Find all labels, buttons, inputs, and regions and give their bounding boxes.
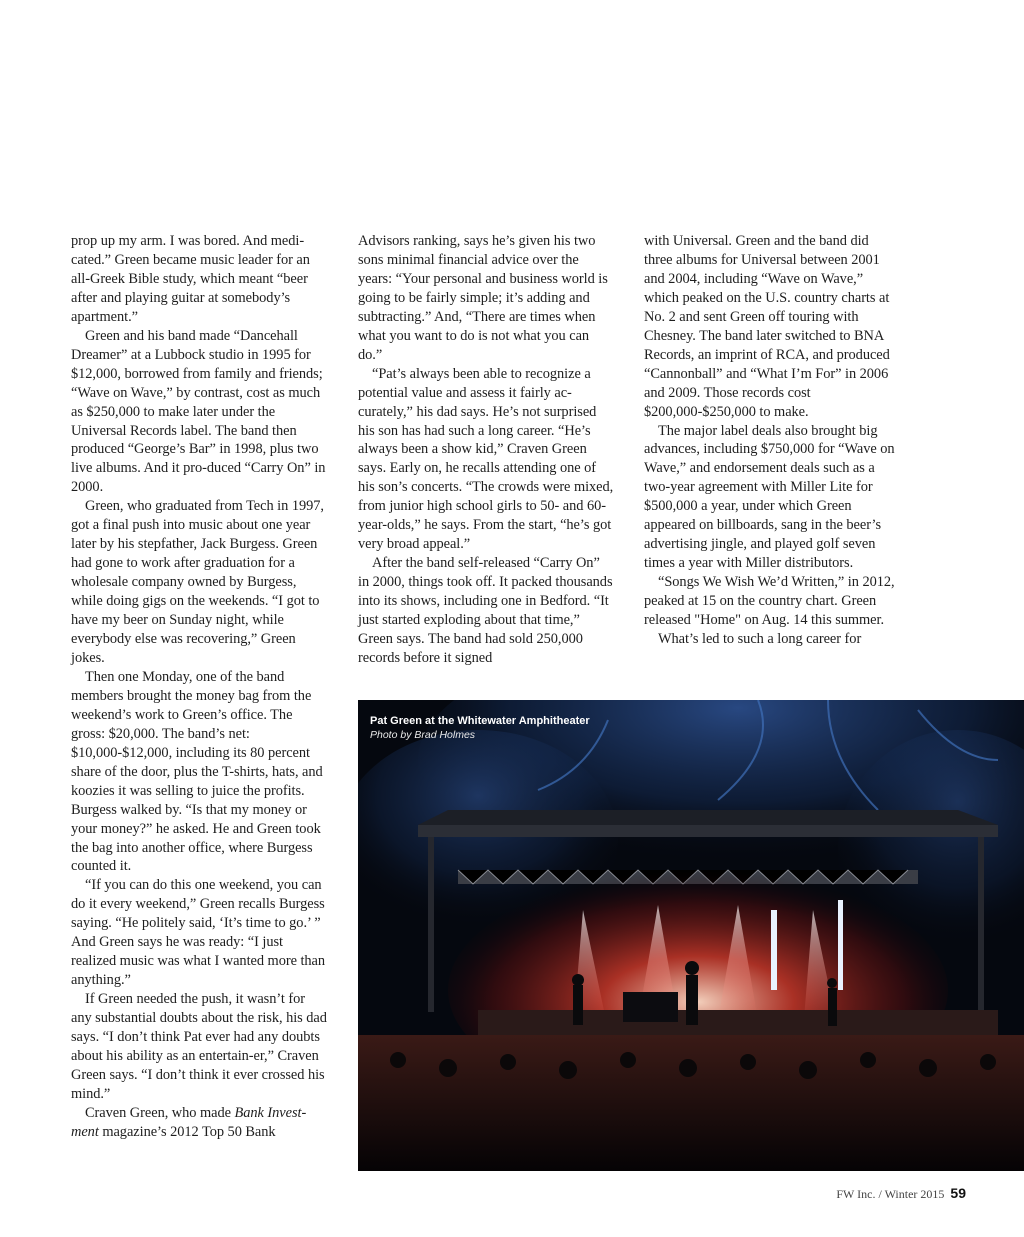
paragraph: “If you can do this one weekend, you can do it every weekend,” Green recalls Burgess saying. “He politely said, ‘It’s time to go.’ ” And Green says he was ready: “I just realized music was what I wanted more than anything.” [71, 877, 326, 989]
paragraph: What’s led to such a long career for [658, 631, 862, 648]
paragraph: Green and his band made “Dancehall Dreamer” at a Lubbock studio in 1995 for $12,000, borrowed from family and friends; “Wave on Wave,” by contrast, cost as much as $250,000 to make later under the Universal Records label. The band then produced “George’s Bar” in 1998, plus two live albums. And it pro-duced “Carry On” in 2000. [71, 327, 326, 496]
text-run: Craven Green, who made [85, 1104, 235, 1121]
concert-photo [358, 700, 1024, 1171]
photo-caption [370, 714, 590, 742]
publication-issue: FW Inc. / Winter 2015 [836, 1187, 945, 1201]
paragraph: Then one Monday, one of the band members brought the money bag from the weekend’s work to Green’s office. The gross: $20,000. The band’s net: $10,000-$12,000, including its 80 percent share of the door, plus the T-shirts, hats, and koozies it was selling to juice the profits. Burgess walked by. “Is that my money or your money?” he asked. He and Green took the bag into another office, where Burgess counted it. [71, 668, 323, 875]
photo-credit: Photo by Brad Holmes [370, 729, 476, 741]
text-run: magazine’s 2012 Top 50 Bank [98, 1123, 276, 1140]
article-column-2 [358, 232, 614, 668]
paragraph: The major label deals also brought big advances, including $750,000 for “Wave on Wave,” and endorsement deals such as a two-year agreement with Miller Lite for $500,000 a year, under which Green appeared on billboards, sang in the beer’s advertising jingle, and played golf seven times a year with Miller distributors. [644, 422, 895, 572]
caption-title: Pat Green at the Whitewater Amphitheater [370, 715, 590, 727]
paragraph: If Green needed the push, it wasn’t for any substantial doubts about the risk, his dad says. “I don’t think Pat ever had any doubts about his ability as an entertain-er,” Craven Green says. “I don’t think it ever crossed his mind.” [71, 991, 327, 1102]
article-column-1 [71, 232, 327, 1142]
paragraph: Green, who graduated from Tech in 1997, got a final push into music about one year later by his stepfather, Jack Burgess. Green had gone to work after graduation for a wholesale company owned by Burgess, while doing gigs on the weekends. “I got to have my beer on Sunday night, while everybody else was recovering,” Green jokes. [71, 498, 324, 666]
magazine-title: Bank Invest-ment [71, 1104, 307, 1140]
paragraph: with Universal. Green and the band did three albums for Universal between 2001 and 2004, including “Wave on Wave,” which peaked on the U.S. country charts at No. 2 and sent Green off touring with Chesney. The band later switched to BNA Records, an imprint of RCA, and produced “Cannonball” and “What I’m For” in 2006 and 2009. Those records cost $200,000-$250,000 to make. [644, 233, 890, 420]
paragraph: prop up my arm. I was bored. And medi-cated.” Green became music leader for an all-Greek Bible study, which meant “beer after and playing guitar at somebody’s apartment.” [71, 233, 310, 325]
paragraph: “Pat’s always been able to recognize a potential value and assess it fairly ac-curately,” his dad says. He’s not surprised his son has had such a long career. “He’s always been a show kid,” Craven Green says. Early on, he recalls attending one of his son’s concerts. “The crowds were mixed, from junior high school girls to 50- and 60-year-olds,” he says. From the start, “he’s got very broad appeal.” [358, 365, 614, 553]
paragraph: After the band self-released “Carry On” in 2000, things took off. It packed thousands into its shows, including one in Bedford. “It just started exploding about that time,” Green says. The band had sold 250,000 records before it signed [358, 555, 613, 666]
paragraph: “Songs We Wish We’d Written,” in 2012, peaked at 15 on the country chart. Green released "Home" on Aug. 14 this summer. [644, 574, 895, 629]
page-number: 59 [950, 1185, 966, 1201]
page-folio [836, 1185, 966, 1202]
concert-stage-illustration [358, 700, 1024, 1171]
paragraph: Advisors ranking, says he’s given his two sons minimal financial advice over the years: “Your personal and business world is going to be fairly simple; it’s adding and subtracting.” And, “There are times when what you want to do is not what you can do.” [358, 233, 608, 363]
article-column-3 [644, 232, 900, 649]
paragraph [71, 1104, 327, 1142]
